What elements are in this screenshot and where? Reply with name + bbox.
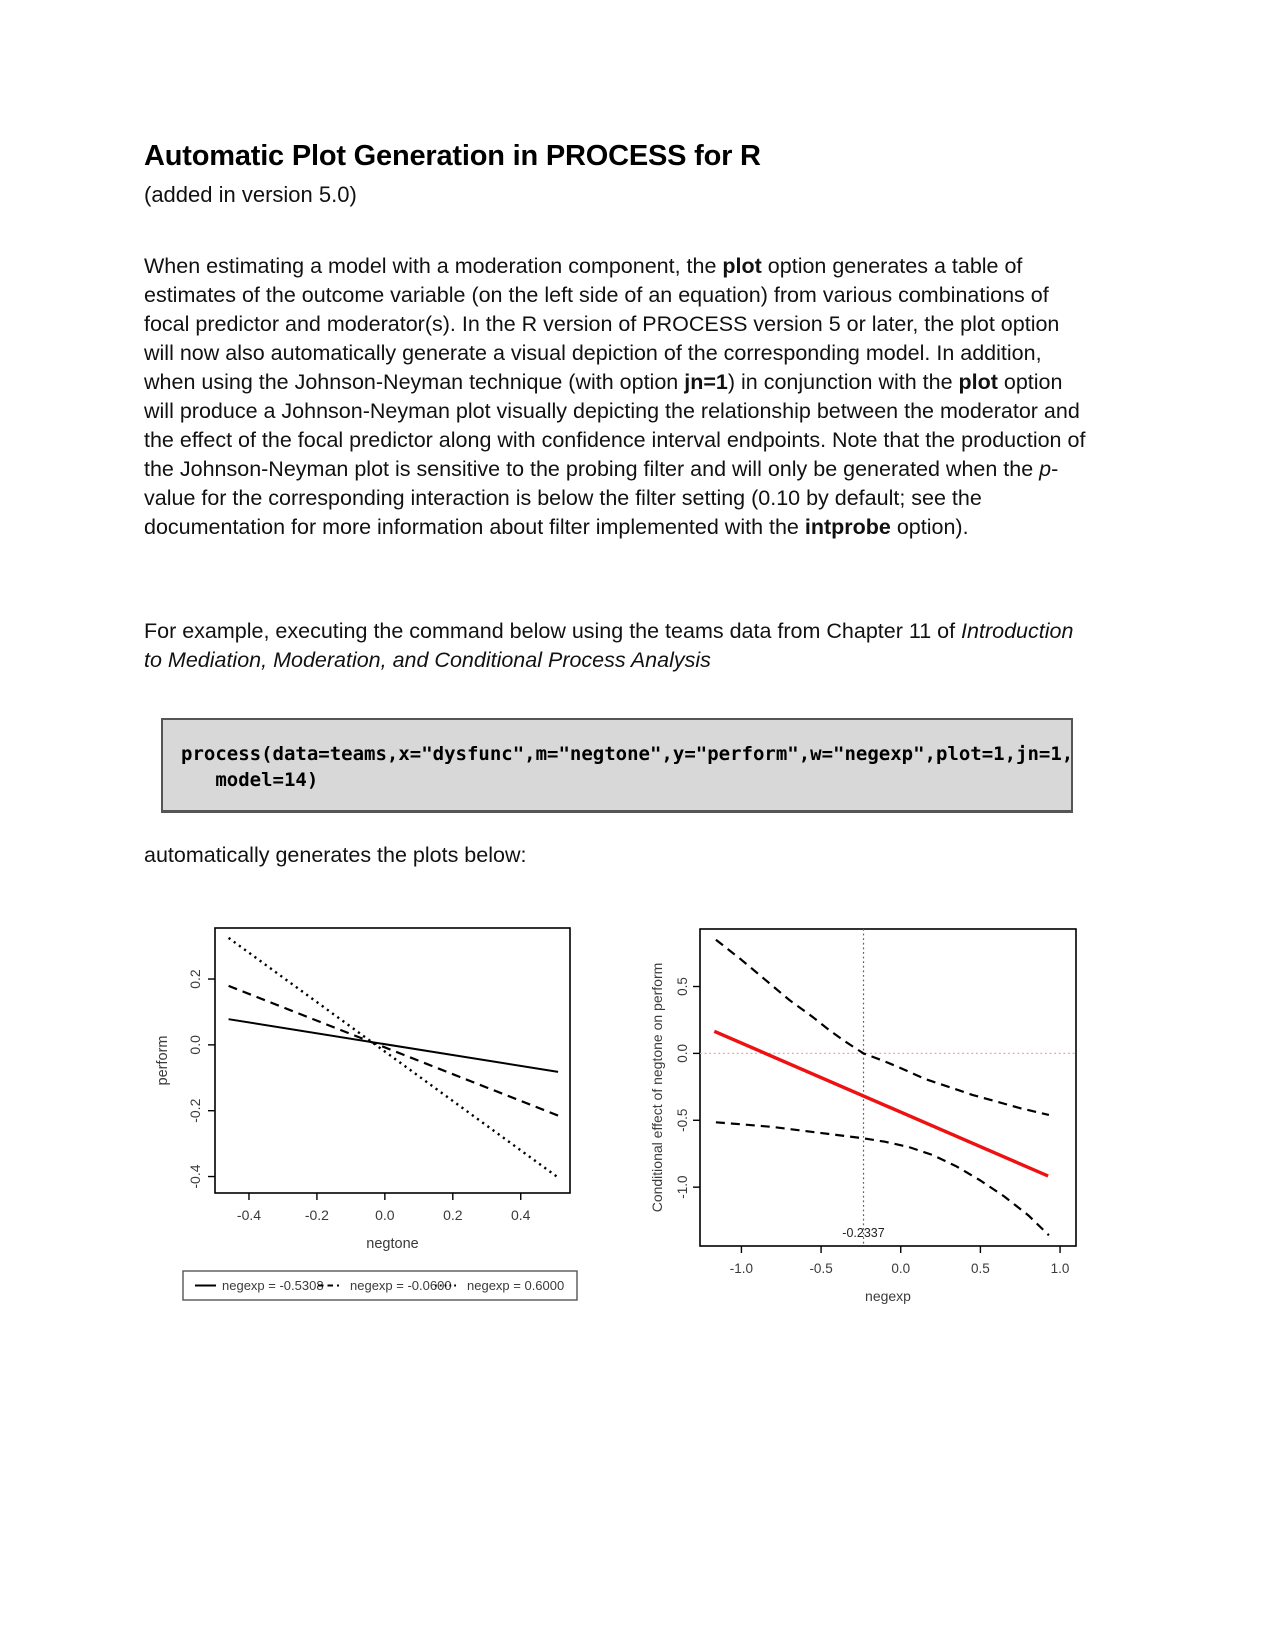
- svg-text:0.5: 0.5: [971, 1261, 990, 1276]
- page-title: Automatic Plot Generation in PROCESS for R: [144, 140, 761, 172]
- svg-text:0.0: 0.0: [187, 1035, 203, 1055]
- svg-text:0.0: 0.0: [675, 1044, 690, 1063]
- svg-text:0.2: 0.2: [443, 1207, 463, 1223]
- intro-paragraph: When estimating a model with a moderation component, the plot option generates a table of estimates of the outcome variable (on the left side of an equation) from various combinations of focal predictor and moderator(s). In the R version of PROCESS version 5 or later, the plot option will now also automatically generate a visual depiction of the corresponding model. In addition, when using the Johnson-Neyman technique (with option jn=1) in conjunction with the plot option will produce a Johnson-Neyman plot visually depicting the relationship between the moderator and the effect of the focal predictor along with confidence interval endpoints. Note that the production of the Johnson-Neyman plot is sensitive to the probing filter and will only be generated when the p-value for the corresponding interaction is below the filter setting (0.10 by default; see the documentation for more information about filter implemented with the intprobe option).: [144, 254, 1086, 539]
- svg-text:-0.2337: -0.2337: [842, 1226, 885, 1240]
- svg-text:0.0: 0.0: [375, 1207, 395, 1223]
- svg-text:0.4: 0.4: [511, 1207, 531, 1223]
- svg-text:-1.0: -1.0: [675, 1175, 690, 1199]
- generates-line: automatically generates the plots below:: [144, 843, 527, 867]
- svg-text:negexp = -0.0600: negexp = -0.0600: [350, 1278, 452, 1293]
- page-subtitle: (added in version 5.0): [144, 182, 357, 207]
- svg-text:negexp = 0.6000: negexp = 0.6000: [467, 1278, 565, 1293]
- svg-text:Conditional effect of negtone: Conditional effect of negtone on perform: [649, 962, 665, 1213]
- svg-text:negexp = -0.5308: negexp = -0.5308: [222, 1278, 324, 1293]
- svg-text:-0.5: -0.5: [675, 1108, 690, 1132]
- code-block: [161, 718, 1073, 813]
- svg-text:-0.5: -0.5: [809, 1261, 833, 1276]
- svg-text:-0.4: -0.4: [187, 1164, 203, 1189]
- svg-text:perform: perform: [155, 1035, 171, 1086]
- svg-text:1.0: 1.0: [1050, 1261, 1070, 1276]
- svg-text:-0.2: -0.2: [187, 1098, 203, 1123]
- svg-text:0.0: 0.0: [891, 1261, 911, 1276]
- code-line-2: model=14): [181, 769, 319, 791]
- code-line-1: process(data=teams,x="dysfunc",m="negtone",y="perform",w="negexp",plot=1,jn=1,: [181, 743, 1074, 765]
- example-paragraph: For example, executing the command below using the teams data from Chapter 11 of Introduction to Mediation, Moderation, and Conditional Process Analysis: [144, 619, 1074, 672]
- svg-text:-1.0: -1.0: [729, 1261, 754, 1276]
- svg-text:0.2: 0.2: [187, 969, 203, 989]
- svg-text:negtone: negtone: [366, 1236, 419, 1252]
- svg-text:negexp: negexp: [865, 1288, 911, 1304]
- svg-text:-0.4: -0.4: [236, 1207, 262, 1223]
- interaction-plot: [150, 875, 610, 1325]
- svg-text:-0.2: -0.2: [304, 1207, 329, 1223]
- johnson-neyman-plot: [615, 875, 1095, 1325]
- svg-text:0.5: 0.5: [675, 977, 690, 996]
